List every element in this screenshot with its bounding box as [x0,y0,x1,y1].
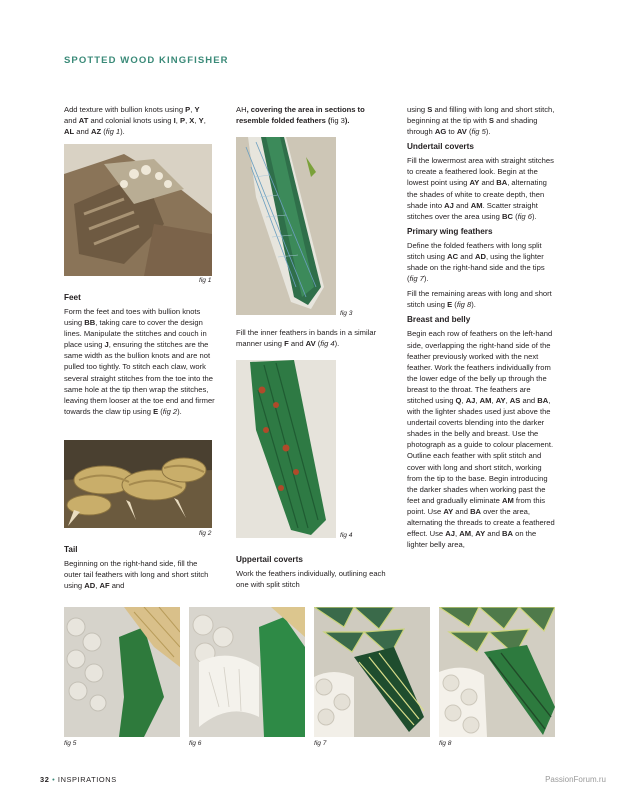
figure-5-caption: fig 5 [64,740,77,747]
figure-4-caption: fig 4 [340,532,353,539]
thread-code: AD [84,581,96,591]
figure-8-caption: fig 8 [439,740,452,747]
col3-paragraph-1: using S and filling with long and short stitch, beginning at the tip with S and shading through AG to AV (fig 5). [407,105,555,137]
section-title: SPOTTED WOOD KINGFISHER [64,55,229,66]
figure-7-primary-wing [314,607,430,737]
figure-7-caption: fig 7 [314,740,327,747]
page-number: 32 [40,775,50,784]
column-1 [64,104,214,141]
thread-code: AJ [445,529,455,539]
figure-reference: fig 4 [320,339,335,349]
thread-code: P [185,105,191,114]
breast-paragraph: Begin each row of feathers on the left-hand side, overlapping the right-hand side of the feather previously worked with the next feather. Work the feathers individually from the lower edge of the belly up through the breast to the throat. The feathers are stitched using Q, AJ, AM, AY, AS and BA, with the lighter shades used just above the undertail coverts blending into the darker shades in the belly and breast. Use the photograph as a guide to colour placement. Outline each feather with split stitch and cover with long and short stitch, working from the tip to the base. Begin introducing the darker shades when working past the feet and gradually eliminate AM from this point. Use AY and BA over the area, alternating the threads to create a feathered effect. Use AJ, AM, AY and BA on the lighter belly area, [407,329,555,550]
primary-wing-paragraph-2: Fill the remaining areas with long and short stitch using E (fig 8). [407,289,552,310]
thread-code: P [179,116,186,126]
thread-code: AM [501,495,514,505]
col2-paragraph-2: Fill the inner feathers in bands in a similar manner using F and AV (fig 4). [236,328,377,349]
footer-bullet: • [52,775,56,784]
thread-code: , covering the area in sections to resemble folded feathers ( [236,105,365,126]
thread-code: Q [455,395,462,405]
thread-code: BA [470,506,482,516]
thread-code: X [189,116,195,126]
column-3 [407,104,557,554]
thread-code: AM [479,395,492,405]
primary-wing-heading: Primary wing feathers [407,226,493,236]
feet-paragraph: Form the feet and toes with bullion knots using BB, taking care to cover the design lines. Manipulate the stitches and couch in place using J, ensuring the stitches are the same width as the bullion knots and are not pulled too tightly. To stitch each claw, work several straight stitches from the toe into the same hole at the tip then wrap the stitches, leaving them looser at the toe end and firmer towards the claw tip using E (fig 2). [64,307,215,416]
thread-code: I [173,116,176,126]
tail-heading: Tail [64,545,78,554]
thread-code: BA [502,529,513,539]
column-1-tail [64,541,216,595]
thread-code: AM [459,529,472,539]
undertail-heading: Undertail coverts [407,142,474,152]
thread-code: ). [344,116,350,126]
figure-reference: fig 1 [105,127,121,137]
thread-code: AZ [91,127,102,137]
figure-reference: fig 7 [409,274,424,284]
thread-code: AM [470,200,483,210]
thread-code: Y [198,116,204,126]
figure-3-outer-tail [236,137,336,315]
figure-2-caption: fig 2 [199,530,212,537]
figure-1-caption: fig 1 [199,277,212,284]
primary-wing-paragraph-1: Define the folded feathers with long split stitch using AC and AD, using the lighter shade on the right-hand side and the tips (fig 7). [407,240,545,284]
thread-code: AY [495,395,506,405]
figure-3-caption: fig 3 [340,310,353,317]
thread-code: AG [434,127,447,137]
figure-2-feet [64,440,212,528]
figure-reference: fig 5 [471,127,486,137]
column-2-uppertail [236,551,386,594]
col1-paragraph-1: Add texture with bullion knots using P, Y and AT and colonial knots using I, P, X, Y, AL and AZ (fig 1). [64,105,206,137]
figure-6-undertail [189,607,305,737]
col2-paragraph-1: AH, covering the area in sections to resemble folded feathers (fig 3). [236,105,365,126]
thread-code: BA [496,178,508,188]
figure-4-inner-tail [236,360,336,538]
feet-heading: Feet [64,293,81,302]
thread-code: BC [501,211,513,221]
thread-code: AC [447,251,459,261]
thread-code: BA [537,395,549,405]
column-2-p2 [236,327,386,353]
figure-5-uppertail [64,607,180,737]
footer-section: INSPIRATIONS [57,775,117,784]
thread-code: AJ [444,200,454,210]
thread-code: AV [456,127,467,137]
thread-code: F [284,339,289,349]
thread-code: AD [474,251,486,261]
watermark: PassionForum.ru [545,775,606,784]
page-footer [40,775,117,784]
figure-6-caption: fig 6 [189,740,202,747]
figure-8-remaining-areas [439,607,555,737]
figure-reference: fig 2 [162,406,178,416]
thread-code: E [153,406,159,416]
thread-code: Y [194,105,200,114]
thread-code: AY [475,529,486,539]
tail-paragraph: Beginning on the right-hand side, fill the outer tail feathers with long and short stitch using AD, AF and [64,559,209,591]
uppertail-heading: Uppertail coverts [236,555,303,564]
figure-1-bullion-knots [64,144,212,276]
thread-code: E [447,300,453,310]
thread-code: S [427,105,433,114]
thread-code: J [104,340,109,350]
thread-code: S [488,116,494,126]
thread-code: BB [84,318,96,328]
undertail-paragraph: Fill the lowermost area with straight stitches to create a feathered look. Begin at the lowest point using AY and BA, alternating the shades of white to create depth, then shade into AJ and AM. Scatter straight stitches over the area using BC (fig 6). [407,156,554,221]
thread-code: AV [305,339,316,349]
thread-code: AT [78,116,89,126]
thread-code: AY [469,178,480,188]
column-2 [236,104,386,130]
thread-code: AF [99,581,110,591]
figure-reference: fig 6 [517,211,532,221]
thread-code: AJ [465,395,476,405]
breast-heading: Breast and belly [407,315,471,325]
uppertail-paragraph: Work the feathers individually, outlining each one with split stitch [236,569,386,590]
thread-code: AL [64,127,75,137]
thread-code: AS [509,395,521,405]
figure-reference: fig 8 [456,300,472,310]
column-1-feet [64,289,216,421]
thread-code: AY [443,506,454,516]
